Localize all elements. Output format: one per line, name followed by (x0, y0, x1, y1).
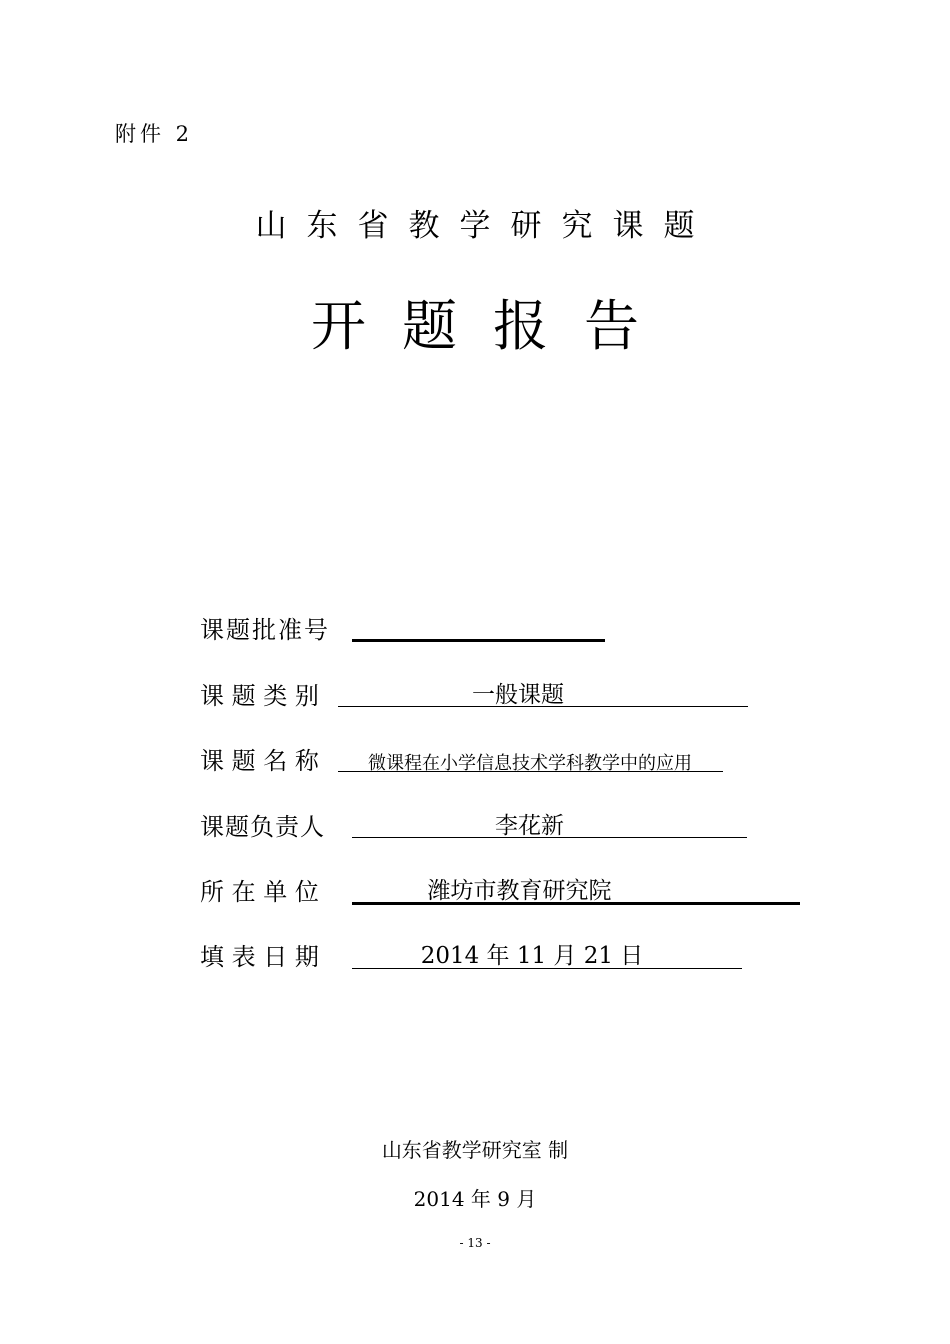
leader-value: 李花新 (495, 813, 564, 839)
form-row-name (0, 737, 950, 787)
attachment-label: 附件 2 (115, 122, 194, 146)
form-row-category (0, 672, 950, 722)
name-label: 课 题 名 称 (200, 747, 319, 775)
document-subtitle: 开题报告 (310, 294, 675, 358)
name-value: 微课程在小学信息技术学科教学中的应用 (368, 753, 692, 774)
approval-no-underline (352, 639, 605, 642)
form-row-leader (0, 803, 950, 853)
category-value: 一般课题 (472, 682, 564, 708)
footer-organization: 山东省教学研究室 制 (381, 1138, 569, 1162)
date-label: 填 表 日 期 (200, 943, 319, 971)
form-row-approval-no (0, 606, 950, 656)
document-title: 山东省教学研究课题 (255, 208, 715, 244)
date-value: 2014 年 11 月 21 日 (420, 943, 644, 969)
footer-date: 2014 年 9 月 (413, 1187, 537, 1211)
page-number: - 13 - (459, 1236, 491, 1250)
leader-label: 课题负责人 (200, 813, 325, 841)
category-label: 课 题 类 别 (200, 682, 319, 710)
approval-no-label: 课题批准号 (200, 616, 330, 644)
unit-value: 潍坊市教育研究院 (427, 878, 612, 904)
form-row-unit (0, 868, 950, 918)
unit-label: 所 在 单 位 (200, 878, 319, 906)
form-row-date (0, 933, 950, 983)
